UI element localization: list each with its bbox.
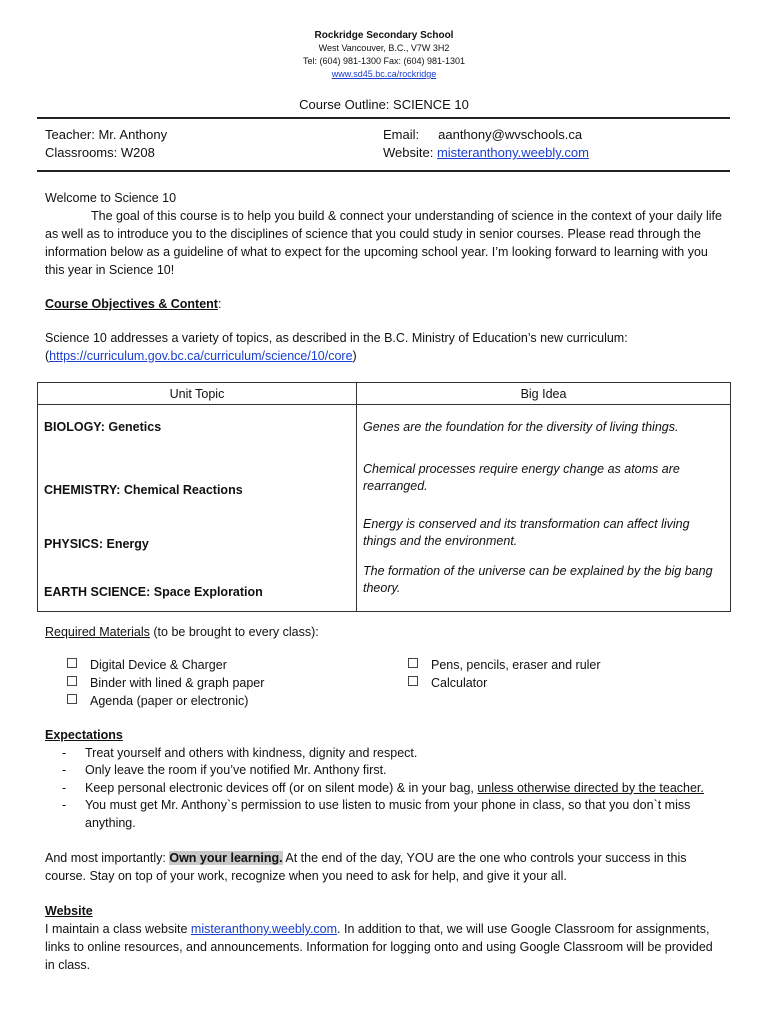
table-row <box>38 450 731 507</box>
bullet-dash: - <box>62 798 67 812</box>
email-value: aanthony@wvschools.ca <box>438 127 583 142</box>
checkbox-icon <box>408 658 418 668</box>
welcome-heading: Welcome to Science 10 <box>45 191 177 205</box>
closing-lead: And most importantly: <box>45 851 170 865</box>
table-header-row <box>38 383 731 405</box>
list-item <box>67 656 264 674</box>
material-label: Pens, pencils, eraser and ruler <box>431 658 601 672</box>
expectation-text: Treat yourself and others with kindness, dignity and respect. <box>85 745 418 760</box>
school-phones: Tel: (604) 981-1300 Fax: (604) 981-1301 <box>302 56 466 66</box>
website-pre: I maintain a class website <box>45 922 191 936</box>
list-item <box>45 780 725 798</box>
big-idea: Energy is conserved and its transformation can affect living things and the environment. <box>357 507 731 559</box>
list-item <box>45 762 725 780</box>
course-title <box>0 98 768 111</box>
welcome-paragraph: The goal of this course is to help you build & connect your understanding of science in the context of your daily life as well as to introduce you to the disciplines of science that you could study in senior courses. Please read through the information below as a guideline of what to expect for the upcoming school year. I’m looking forward to learning with you this year in Science 10! <box>45 209 722 277</box>
expectation-underlined: unless otherwise directed by the teacher. <box>477 780 704 795</box>
unit-topic: PHYSICS: Energy <box>38 507 357 559</box>
unit-table <box>37 382 731 612</box>
big-idea-header: Big Idea <box>357 383 731 405</box>
unit-topic: BIOLOGY: Genetics <box>38 405 357 450</box>
materials-heading-line <box>45 623 725 641</box>
objectives-intro: Science 10 addresses a variety of topics, as described in the B.C. Ministry of Education’s new curriculum: <box>45 331 628 345</box>
objectives-section <box>45 295 725 365</box>
material-label: Agenda (paper or electronic) <box>90 694 249 708</box>
big-idea: Genes are the foundation for the diversity of living things. <box>357 405 731 450</box>
table-row <box>38 507 731 559</box>
closing-highlight: Own your learning. <box>169 851 283 865</box>
expectations-section <box>45 727 725 832</box>
course-title-prefix: Course Outline: <box>299 97 394 112</box>
list-item <box>67 692 264 710</box>
list-item <box>45 797 725 832</box>
website-label: Website: <box>383 145 437 160</box>
list-item <box>45 745 725 763</box>
list-item <box>408 656 601 674</box>
teacher-website-link[interactable]: misteranthony.weebly.com <box>436 145 589 160</box>
bullet-dash: - <box>62 745 67 760</box>
checkbox-icon <box>408 676 418 686</box>
big-idea: The formation of the universe can be explained by the big bang theory. <box>357 559 731 612</box>
school-website-link[interactable]: www.sd45.bc.ca/rockridge <box>331 69 437 79</box>
school-header <box>0 0 768 111</box>
unit-topic: CHEMISTRY: Chemical Reactions <box>38 450 357 507</box>
expectations-list <box>45 745 725 833</box>
objectives-heading: Course Objectives & Content <box>45 297 218 311</box>
class-website-link[interactable]: misteranthony.weebly.com <box>190 922 338 936</box>
header-divider <box>37 117 730 119</box>
material-label: Digital Device & Charger <box>90 658 227 672</box>
materials-heading: Required Materials <box>45 625 150 639</box>
info-divider <box>37 170 730 172</box>
material-label: Binder with lined & graph paper <box>90 676 265 690</box>
objectives-colon: : <box>217 297 222 311</box>
expectation-text: You must get Mr. Anthony`s permission to use listen to music from your phone in class, so that you don`t miss anything. <box>85 798 691 830</box>
closing-paragraph <box>45 849 725 885</box>
bullet-dash: - <box>62 780 67 795</box>
link-paren-open: ( <box>45 349 50 363</box>
big-idea: Chemical processes require energy change as atoms are rearranged. <box>357 450 731 507</box>
curriculum-link[interactable]: https://curriculum.gov.bc.ca/curriculum/science/10/core <box>49 349 353 363</box>
material-label: Calculator <box>431 676 488 690</box>
closing-rest: At the end of the day, YOU are the one who controls your success in this course. Stay on top of your work, recognize when you need to ask for help, and give it your all. <box>45 851 687 883</box>
expectation-text: Keep personal electronic devices off (or on silent mode) & in your bag, <box>85 780 478 795</box>
expectation-text: Only leave the room if you’ve notified Mr. Anthony first. <box>85 763 387 777</box>
welcome-section <box>45 189 725 279</box>
unit-topic: EARTH SCIENCE: Space Exploration <box>38 559 357 612</box>
course-name: SCIENCE 10 <box>393 97 469 112</box>
checkbox-icon <box>67 658 77 668</box>
link-paren-close: ) <box>352 349 357 363</box>
website-post: . In addition to that, we will use Google Classroom for assignments, links to online resources, and announcements. Information for logging onto and using Google Classroom will be provided in class. <box>45 922 713 972</box>
website-heading: Website <box>45 904 93 918</box>
checkbox-icon <box>67 676 77 686</box>
materials-suffix: (to be brought to every class): <box>149 625 319 639</box>
website-section <box>45 902 725 974</box>
checkbox-icon <box>67 694 77 704</box>
classroom: Classrooms: W208 <box>45 145 155 160</box>
materials-left-list <box>67 656 264 710</box>
table-row <box>38 405 731 450</box>
school-address: West Vancouver, B.C., V7W 3H2 <box>318 43 450 53</box>
school-name: Rockridge Secondary School <box>314 30 454 41</box>
list-item <box>67 674 264 692</box>
bullet-dash: - <box>62 763 67 777</box>
teacher-name: Teacher: Mr. Anthony <box>45 127 168 142</box>
email-label: Email: <box>383 127 420 142</box>
unit-topic-header: Unit Topic <box>38 383 357 405</box>
list-item <box>408 674 601 692</box>
table-row <box>38 559 731 612</box>
expectations-heading: Expectations <box>45 728 123 742</box>
materials-right-list <box>408 656 601 692</box>
